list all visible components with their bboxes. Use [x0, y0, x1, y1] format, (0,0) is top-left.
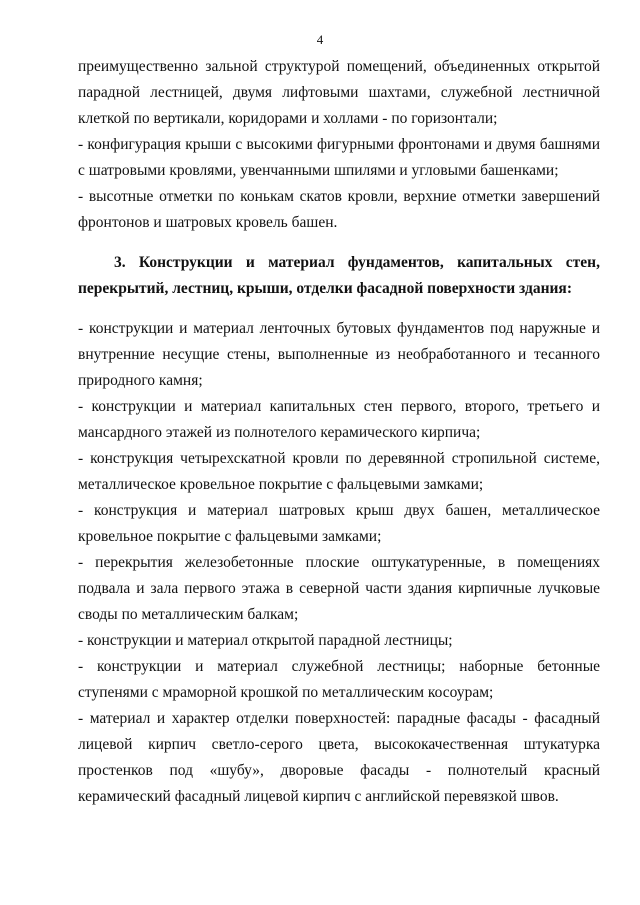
intro-paragraph-2: - конфигурация крыши с высокими фигурными фронтонами и двумя башнями с шатровыми кровлями, увенчанными шпилями и угловыми башенками;	[78, 136, 600, 179]
section-item-6: - конструкции и материал открытой парадной лестницы;	[78, 632, 453, 649]
document-body	[78, 54, 600, 810]
section-item-7: - конструкции и материал служебной лестницы; наборные бетонные ступенями с мраморной крошкой по металлическим косоурам;	[78, 658, 600, 701]
section-gap-top	[78, 236, 600, 250]
section-item-4: - конструкция и материал шатровых крыш двух башен, металлическое кровельное покрытие с фальцевыми замками;	[78, 502, 600, 545]
section-heading: 3. Конструкции и материал фундаментов, капитальных стен, перекрытий, лестниц, крыши, отделки фасадной поверхности здания:	[78, 254, 600, 297]
section-item-2: - конструкции и материал капитальных стен первого, второго, третьего и мансардного этажей из полнотелого керамического кирпича;	[78, 398, 600, 441]
intro-paragraph-1: преимущественно зальной структурой помещений, объединенных открытой парадной лестницей, двумя лифтовыми шахтами, служебной лестничной клеткой по вертикали, коридорами и холлами - по горизонтали;	[78, 58, 600, 127]
section-item-8: - материал и характер отделки поверхностей: парадные фасады - фасадный лицевой кирпич светло-серого цвета, высококачественная штукатурка простенков под «шубу», дворовые фасады - полнотелый красный керамический фасадный лицевой кирпич с английской перевязкой швов.	[78, 710, 600, 805]
intro-paragraph-3: - высотные отметки по конькам скатов кровли, верхние отметки завершений фронтонов и шатровых кровель башен.	[78, 188, 600, 231]
section-item-3: - конструкция четырехскатной кровли по деревянной стропильной системе, металлическое кровельное покрытие с фальцевыми замками;	[78, 450, 600, 493]
page-number: 4	[316, 32, 324, 47]
section-item-1: - конструкции и материал ленточных бутовых фундаментов под наружные и внутренние несущие стены, выполненные из необработанного и тесанного природного камня;	[78, 320, 600, 389]
section-gap-bottom	[78, 302, 600, 316]
section-item-5: - перекрытия железобетонные плоские оштукатуренные, в помещениях подвала и зала первого этажа в северной части здания кирпичные лучковые своды по металлическим балкам;	[78, 554, 600, 623]
